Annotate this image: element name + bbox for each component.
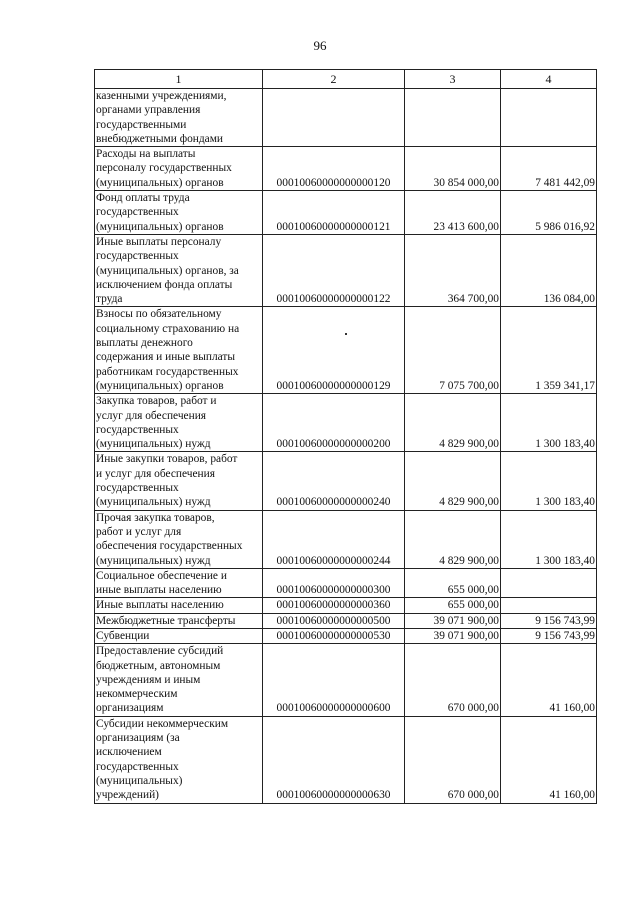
row-name: Взносы по обязательному социальному страхованию на выплаты денежного содержания и иные выплаты работникам государственных (муниципальных) органов (95, 307, 263, 394)
row-code: 00010060000000000600 (263, 644, 405, 716)
row-code: 00010060000000000500 (263, 613, 405, 628)
row-actual: 9 156 743,99 (501, 628, 597, 643)
row-actual: 1 359 341,17 (501, 307, 597, 394)
row-name: Расходы на выплаты персоналу государственных (муниципальных) органов (95, 147, 263, 191)
row-actual: 136 084,00 (501, 234, 597, 306)
row-actual (501, 568, 597, 598)
row-code: 00010060000000000122 (263, 234, 405, 306)
table-row (95, 394, 597, 452)
row-plan: 4 829 900,00 (405, 510, 501, 568)
budget-table (94, 69, 597, 804)
table-row (95, 234, 597, 306)
row-name: Иные закупки товаров, работ и услуг для обеспечения государственных (муниципальных) нужд (95, 452, 263, 510)
header-col-4: 4 (501, 70, 597, 89)
page-number: 96 (313, 38, 327, 53)
table-row (95, 89, 597, 147)
row-name: Прочая закупка товаров, работ и услуг для обеспечения государственных (муниципальных) нужд (95, 510, 263, 568)
row-actual: 1 300 183,40 (501, 510, 597, 568)
row-name: Фонд оплаты труда государственных (муниципальных) органов (95, 191, 263, 235)
row-plan: 655 000,00 (405, 568, 501, 598)
row-plan: 39 071 900,00 (405, 613, 501, 628)
row-actual: 1 300 183,40 (501, 394, 597, 452)
table-row (95, 644, 597, 716)
row-name: Межбюджетные трансферты (95, 613, 263, 628)
row-actual: 41 160,00 (501, 716, 597, 803)
row-plan: 4 829 900,00 (405, 394, 501, 452)
row-code (263, 89, 405, 147)
table-row (95, 307, 597, 394)
row-actual: 5 986 016,92 (501, 191, 597, 235)
row-plan: 30 854 000,00 (405, 147, 501, 191)
row-code: 00010060000000000300 (263, 568, 405, 598)
table-row (95, 598, 597, 613)
table-row (95, 716, 597, 803)
row-code: 00010060000000000530 (263, 628, 405, 643)
row-name: Предоставление субсидий бюджетным, автономным учреждениям и иным некоммерческим организациям (95, 644, 263, 716)
row-plan: 670 000,00 (405, 644, 501, 716)
row-name: Иные выплаты населению (95, 598, 263, 613)
row-name: Социальное обеспечение и иные выплаты населению (95, 568, 263, 598)
table-row (95, 510, 597, 568)
row-code: 00010060000000000240 (263, 452, 405, 510)
row-code: 00010060000000000129 (263, 307, 405, 394)
row-name: Иные выплаты персоналу государственных (муниципальных) органов, за исключением фонда оплаты труда (95, 234, 263, 306)
table-row (95, 452, 597, 510)
header-col-1: 1 (95, 70, 263, 89)
table-row (95, 628, 597, 643)
row-name: Субсидии некоммерческим организациям (за исключением государственных (муниципальных) учреждений) (95, 716, 263, 803)
row-name: Субвенции (95, 628, 263, 643)
row-code: 00010060000000000360 (263, 598, 405, 613)
table-row (95, 613, 597, 628)
header-col-3: 3 (405, 70, 501, 89)
row-actual: 9 156 743,99 (501, 613, 597, 628)
table-row (95, 568, 597, 598)
row-code: 00010060000000000630 (263, 716, 405, 803)
row-plan: 4 829 900,00 (405, 452, 501, 510)
row-plan: 655 000,00 (405, 598, 501, 613)
row-plan: 23 413 600,00 (405, 191, 501, 235)
row-actual: 7 481 442,09 (501, 147, 597, 191)
row-actual: 1 300 183,40 (501, 452, 597, 510)
row-code: 00010060000000000121 (263, 191, 405, 235)
header-col-2: 2 (263, 70, 405, 89)
row-name: казенными учреждениями, органами управления государственными внебюджетными фондами (95, 89, 263, 147)
row-code: 00010060000000000244 (263, 510, 405, 568)
row-plan (405, 89, 501, 147)
row-actual (501, 89, 597, 147)
row-code: 00010060000000000200 (263, 394, 405, 452)
row-plan: 364 700,00 (405, 234, 501, 306)
row-actual (501, 598, 597, 613)
row-code: 00010060000000000120 (263, 147, 405, 191)
table-row (95, 191, 597, 235)
table-row (95, 147, 597, 191)
row-plan: 670 000,00 (405, 716, 501, 803)
row-name: Закупка товаров, работ и услуг для обеспечения государственных (муниципальных) нужд (95, 394, 263, 452)
header-row (95, 70, 597, 89)
row-actual: 41 160,00 (501, 644, 597, 716)
row-plan: 39 071 900,00 (405, 628, 501, 643)
row-plan: 7 075 700,00 (405, 307, 501, 394)
